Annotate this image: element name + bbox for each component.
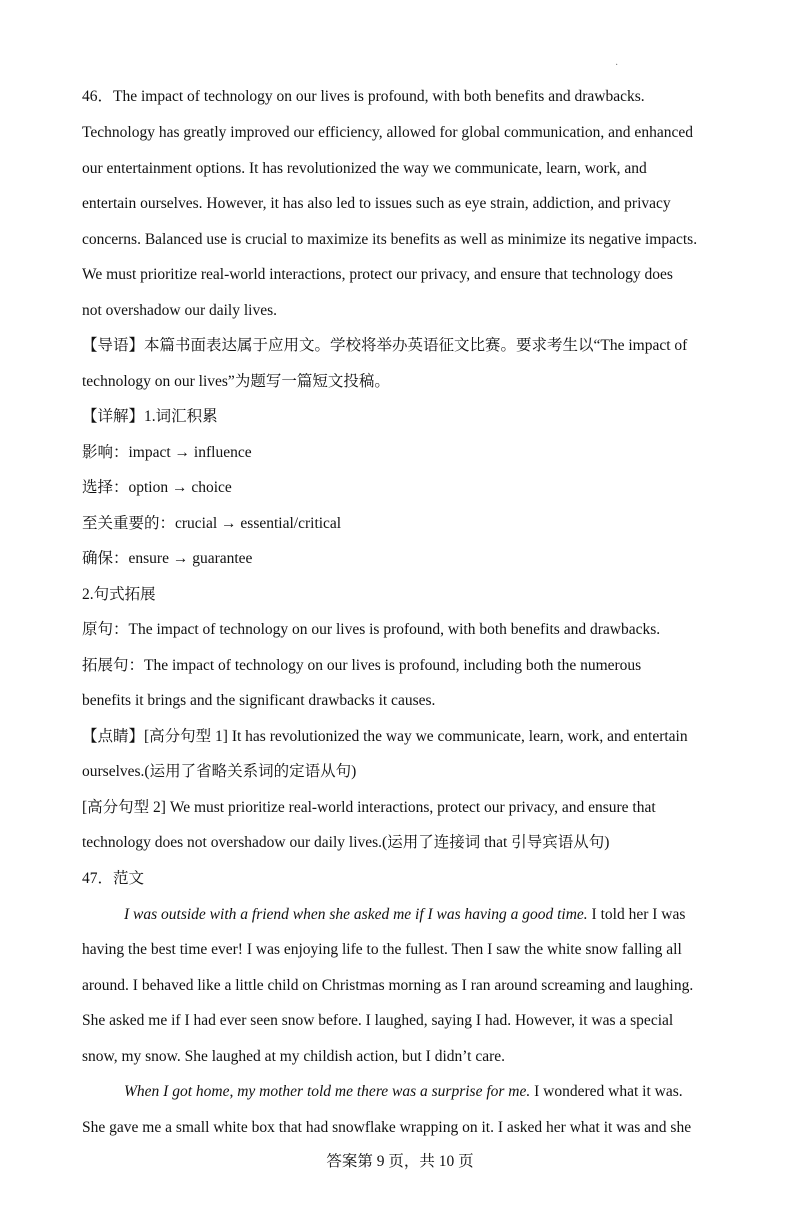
page-footer: 答案第 9 页，共 10 页 bbox=[326, 1153, 474, 1170]
essay-paragraph-2-first-line bbox=[124, 1082, 683, 1102]
essay-text: I told her I was bbox=[587, 906, 686, 923]
vocabulary-item: 至关重要的：crucial → essential/critical bbox=[82, 515, 342, 532]
highlight-section-line: technology does not overshadow our daily lives.(运用了连接词 that 引导宾语从句) bbox=[82, 834, 610, 851]
answer-46-line: not overshadow our daily lives. bbox=[82, 302, 278, 319]
answer-46-line: concerns. Balanced use is crucial to maximize its benefits as well as minimize its negative impacts. bbox=[82, 231, 698, 248]
highlight-section-line: [高分句型 2] We must prioritize real-world interactions, protect our privacy, and ensure that bbox=[82, 799, 656, 816]
essay-line: She asked me if I had ever seen snow before. I laughed, saying I had. However, it was a special bbox=[82, 1012, 674, 1029]
sentence-expansion-heading: 2.句式拓展 bbox=[82, 586, 156, 603]
vocabulary-item: 影响：impact → influence bbox=[82, 444, 252, 461]
answer-47-heading: 47．范文 bbox=[82, 870, 145, 887]
answer-46-line: We must prioritize real-world interactions, protect our privacy, and ensure that technology does bbox=[82, 266, 673, 283]
essay-given-sentence: I was outside with a friend when she asked me if I was having a good time. bbox=[124, 906, 588, 923]
essay-paragraph-1-first-line bbox=[124, 905, 685, 925]
expanded-sentence: benefits it brings and the significant drawbacks it causes. bbox=[82, 692, 436, 709]
answer-46-line: Technology has greatly improved our efficiency, allowed for global communication, and enhanced bbox=[82, 124, 693, 141]
essay-line: She gave me a small white box that had snowflake wrapping on it. I asked her what it was and she bbox=[82, 1119, 692, 1136]
essay-given-sentence: When I got home, my mother told me there was a surprise for me. bbox=[124, 1083, 531, 1100]
answer-46-line: entertain ourselves. However, it has also led to issues such as eye strain, addiction, and privacy bbox=[82, 195, 671, 212]
original-sentence: 原句：The impact of technology on our lives is profound, with both benefits and drawbacks. bbox=[82, 621, 661, 638]
expanded-sentence: 拓展句：The impact of technology on our lives is profound, including both the numerous bbox=[82, 657, 642, 674]
guide-section-line: 【导语】本篇书面表达属于应用文。学校将举办英语征文比赛。要求考生以“The impact of bbox=[82, 337, 688, 354]
vocabulary-item: 选择：option → choice bbox=[82, 479, 232, 496]
answer-46-line: our entertainment options. It has revolutionized the way we communicate, learn, work, and bbox=[82, 160, 647, 177]
detail-section-heading: 【详解】1.词汇积累 bbox=[82, 408, 218, 425]
highlight-section-line: 【点睛】[高分句型 1] It has revolutionized the way we communicate, learn, work, and entertain bbox=[82, 728, 688, 745]
answer-46-line: 46．The impact of technology on our lives is profound, with both benefits and drawbacks. bbox=[82, 88, 645, 105]
highlight-section-line: ourselves.(运用了省略关系词的定语从句) bbox=[82, 763, 357, 780]
essay-line: having the best time ever! I was enjoying life to the fullest. Then I saw the white snow falling all bbox=[82, 941, 682, 958]
essay-line: around. I behaved like a little child on Christmas morning as I ran around screaming and laughing. bbox=[82, 977, 694, 994]
guide-section-line: technology on our lives”为题写一篇短文投稿。 bbox=[82, 373, 390, 390]
page-mark: · bbox=[615, 60, 619, 71]
vocabulary-item: 确保：ensure → guarantee bbox=[82, 550, 253, 567]
essay-text: I wondered what it was. bbox=[530, 1083, 683, 1100]
essay-line: snow, my snow. She laughed at my childish action, but I didn’t care. bbox=[82, 1048, 506, 1065]
